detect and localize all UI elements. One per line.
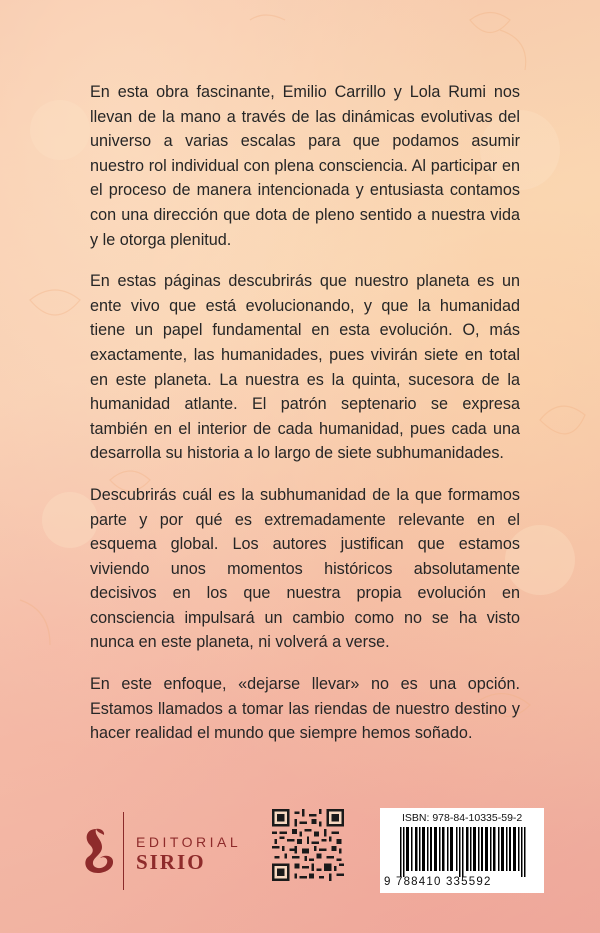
barcode-icon	[390, 827, 540, 877]
description-paragraph-2: En estas páginas descubrirás que nuestro planeta es un ente vivo que está evolucionando, y que la humanidad tiene un papel fundamental en esta evolución. O, más exactamente, las humanidades, pues vivirán siete en total en este planeta. La nuestra es la quinta, sucesora de la humanidad atlante. El patrón septenario se expresa también en el interior de cada humanidad, pues cada una desarrolla su historia a lo largo de siete subhumanidades.	[90, 272, 520, 463]
description-paragraph-3: Descubrirás cuál es la subhumanidad de la que formamos parte y por qué es extremadamente relevante en el esquema global. Los autores justifican que estamos viviendo unos momentos históricos absolutamente decisivos en los que nuestra propia evolución en consciencia impulsará un cambio como no se ha visto nunca en este planeta, ni volverá a verse.	[90, 485, 520, 652]
publisher-logo-line1: EDITORIAL	[136, 834, 242, 850]
description-paragraph-1: En esta obra fascinante, Emilio Carrillo y Lola Rumi nos llevan de la mano a través de las dinámicas evolutivas del universo a varias escalas para que podamos asumir nuestro rol individual con plena consciencia. Al participar en el proceso de manera intencionada y entusiasta contamos con una dirección que dota de pleno sentido a nuestra vida y le otorga plenitud.	[90, 83, 520, 249]
qr-code-icon[interactable]	[272, 809, 344, 881]
barcode-digits: 9 788410 335592	[384, 876, 492, 888]
isbn-label: ISBN: 978-84-10335-59-2	[402, 812, 523, 824]
logo-divider	[123, 812, 124, 890]
description-paragraph-4: En este enfoque, «dejarse llevar» no es una opción. Estamos llamados a tomar las riendas de nuestro destino y hacer realidad el mundo que siempre hemos soñado.	[90, 675, 520, 743]
back-cover-description	[90, 80, 520, 763]
publisher-logo-line2: SIRIO	[136, 850, 206, 874]
sirio-swan-logo-icon	[80, 825, 116, 877]
